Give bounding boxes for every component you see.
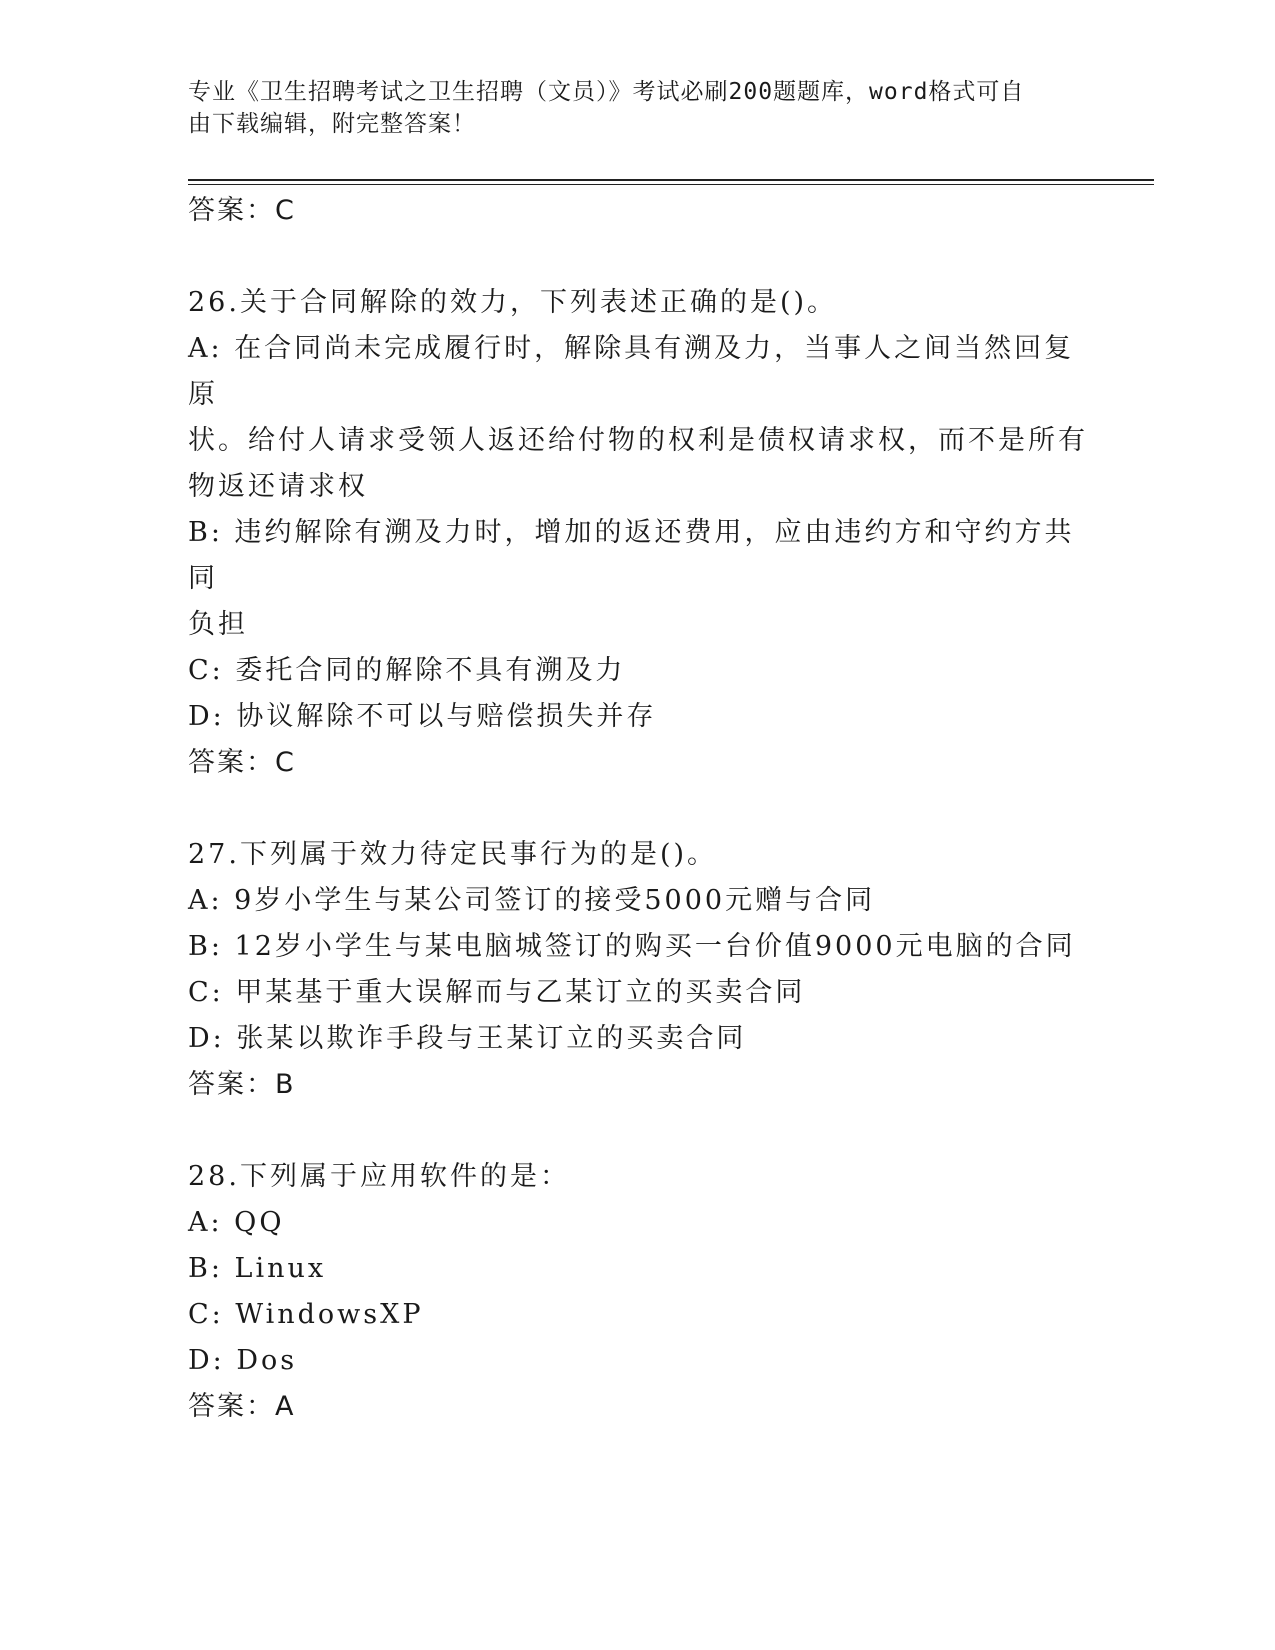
answer-line: 答案：B: [188, 1069, 296, 1100]
option-c: C: 甲某基于重大误解而与乙某订立的买卖合同: [188, 977, 806, 1008]
spacer: [188, 786, 1088, 832]
option-d: D: Dos: [188, 1345, 298, 1376]
document-body: [188, 188, 1088, 1430]
question-28: [188, 1154, 1088, 1430]
option-b-line-1: B: 违约解除有溯及力时，增加的返还费用，应由违约方和守约方共同: [188, 517, 1075, 594]
spacer: [188, 1108, 1088, 1154]
option-b-line-2: 负担: [188, 609, 248, 640]
option-a-line-3: 物返还请求权: [188, 471, 368, 502]
question-stem: 26.关于合同解除的效力，下列表述正确的是()。: [188, 287, 838, 318]
header-line-2: 由下载编辑，附完整答案！: [188, 111, 476, 137]
spacer: [188, 234, 1088, 280]
header-line-1: 专业《卫生招聘考试之卫生招聘（文员）》考试必刷200题题库，word格式可自: [188, 79, 1025, 105]
option-b: B: Linux: [188, 1253, 327, 1284]
option-a: A: QQ: [188, 1207, 285, 1238]
header-divider-thin: [188, 184, 1154, 185]
option-c: C: 委托合同的解除不具有溯及力: [188, 655, 626, 686]
option-d: D: 协议解除不可以与赔偿损失并存: [188, 701, 657, 732]
option-c: C: WindowsXP: [188, 1299, 424, 1330]
document-header: [188, 76, 1068, 140]
answer-line: 答案：A: [188, 1391, 296, 1422]
option-a-line-2: 状。给付人请求受领人返还给付物的权利是债权请求权，而不是所有: [188, 425, 1088, 456]
option-a-line-1: A: 在合同尚未完成履行时，解除具有溯及力，当事人之间当然回复原: [188, 333, 1075, 410]
header-divider-thick: [188, 179, 1154, 181]
option-a: A: 9岁小学生与某公司签订的接受5000元赠与合同: [188, 885, 876, 916]
answer-line: 答案：C: [188, 747, 296, 778]
option-b: B: 12岁小学生与某电脑城签订的购买一台价值9000元电脑的合同: [188, 931, 1076, 962]
question-stem: 27.下列属于效力待定民事行为的是()。: [188, 839, 718, 870]
question-27: [188, 832, 1088, 1108]
question-26: [188, 280, 1088, 786]
answer-line: 答案：C: [188, 195, 296, 226]
option-d: D: 张某以欺诈手段与王某订立的买卖合同: [188, 1023, 747, 1054]
question-stem: 28.下列属于应用软件的是：: [188, 1161, 570, 1192]
